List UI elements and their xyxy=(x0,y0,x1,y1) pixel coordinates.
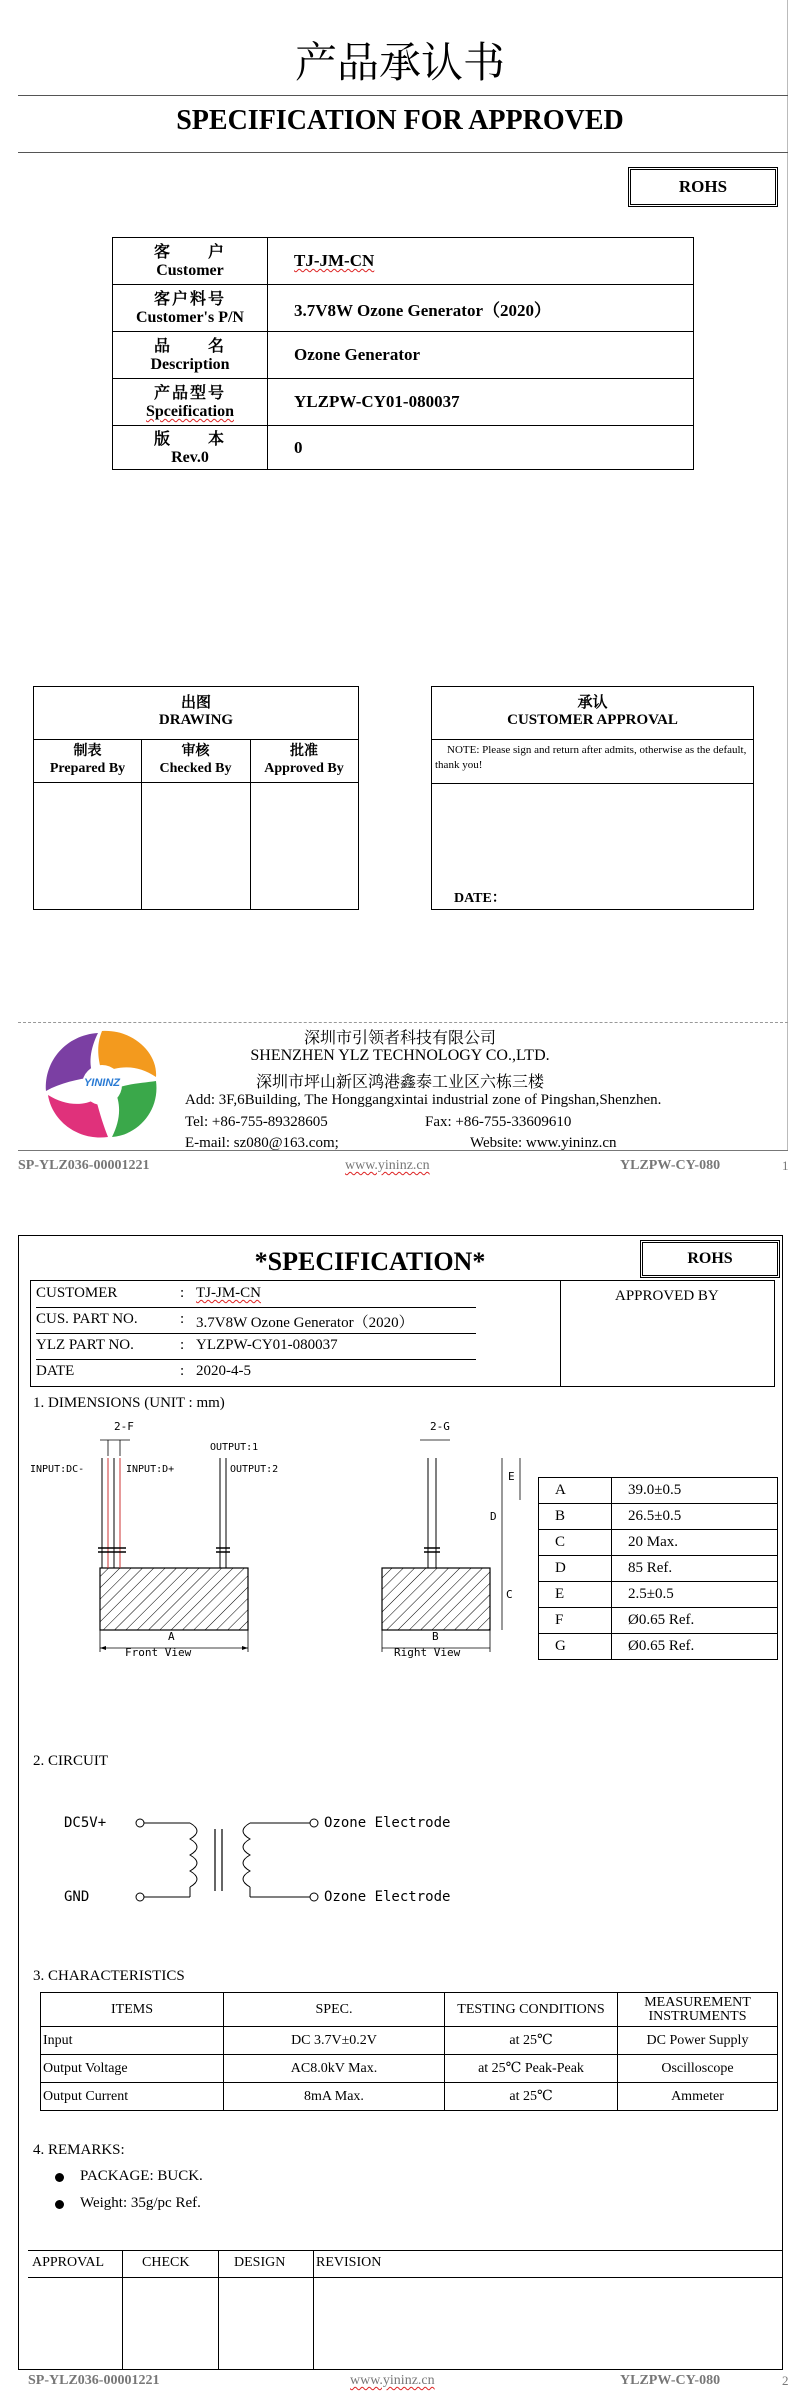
info-label xyxy=(113,426,268,470)
footer-page-number: 1 xyxy=(782,1158,789,1173)
approval-col-line-3 xyxy=(313,2250,314,2370)
approved-by-divider xyxy=(560,1280,561,1387)
info-label xyxy=(113,332,268,379)
info-value-text: YLZPW-CY01-080037 xyxy=(294,392,460,411)
header-row-line xyxy=(36,1333,476,1334)
dimension-row xyxy=(539,1556,778,1582)
header-row xyxy=(36,1335,476,1359)
approval-title xyxy=(432,687,753,729)
dimension-key: A xyxy=(539,1478,612,1504)
cell-item: Input xyxy=(41,2027,224,2055)
approval-col-line-2 xyxy=(218,2250,219,2370)
info-label-cn: 版 本 xyxy=(153,428,226,448)
approval-row-line xyxy=(28,2277,783,2278)
company-name-en: SHENZHEN YLZ TECHNOLOGY CO.,LTD. xyxy=(250,1047,550,1064)
rohs-badge xyxy=(628,167,778,207)
circuit-heading: 2. CIRCUIT xyxy=(33,1753,108,1769)
remark-item: Weight: 35g/pc Ref. xyxy=(80,2195,201,2211)
label-output2: OUTPUT:2 xyxy=(230,1464,279,1475)
circuit-dc-label: DC5V+ xyxy=(64,1815,107,1831)
footer-line xyxy=(18,1150,788,1151)
drawing-col-prepared xyxy=(34,743,141,777)
remark-item: PACKAGE: BUCK. xyxy=(80,2168,203,2184)
product-info-body xyxy=(113,238,694,470)
col-spec: SPEC. xyxy=(224,1993,445,2027)
info-value-text: Ozone Generator xyxy=(294,345,421,364)
dimension-row xyxy=(539,1582,778,1608)
circuit-electrode-2: Ozone Electrode xyxy=(324,1889,451,1905)
drawing-divider-2 xyxy=(34,782,358,783)
approval-note: NOTE: Please sign and return after admits, otherwise as the default, thank you! xyxy=(435,744,747,771)
cell-spec: 8mA Max. xyxy=(224,2083,445,2111)
header-row-colon: : xyxy=(180,1285,185,1301)
approval-col-line-1 xyxy=(122,2250,123,2370)
info-row xyxy=(113,332,694,379)
right-view-svg xyxy=(370,1420,530,1660)
page-title-cn: 产品承认书 xyxy=(294,38,505,87)
info-row xyxy=(113,426,694,470)
page-1 xyxy=(0,0,800,1185)
dimension-row xyxy=(539,1478,778,1504)
header-row-label: DATE xyxy=(36,1363,75,1379)
drawing-col-checked xyxy=(141,743,250,777)
info-value xyxy=(268,426,694,470)
header-row-colon: : xyxy=(180,1311,185,1327)
info-label-en: Description xyxy=(150,356,230,373)
drawing-title-en: DRAWING xyxy=(158,712,234,728)
approval-col-design: DESIGN xyxy=(234,2255,286,2270)
info-row xyxy=(113,238,694,285)
label-a: A xyxy=(168,1630,175,1643)
info-label-cn: 客 户 xyxy=(153,242,226,261)
drawing-divider xyxy=(34,739,358,740)
info-value xyxy=(268,379,694,426)
dimension-key: B xyxy=(539,1504,612,1530)
company-address-cn: 深圳市坪山新区鸿港鑫泰工业区六栋三楼 xyxy=(255,1072,544,1091)
approval-divider xyxy=(432,739,753,740)
cell-instrument: Oscilloscope xyxy=(618,2055,778,2083)
page2-rohs-badge xyxy=(640,1240,780,1278)
info-label-en: Rev.0 xyxy=(171,448,209,466)
info-label-en: Customer xyxy=(156,262,224,279)
drawing-box xyxy=(33,686,359,910)
dimension-key: D xyxy=(539,1556,612,1582)
approval-col-revision: REVISION xyxy=(316,2255,382,2270)
page2-footer-model: YLZPW-CY-080 xyxy=(620,2373,721,2388)
info-value xyxy=(268,332,694,379)
info-row xyxy=(113,379,694,426)
header-row-value: 3.7V8W Ozone Generator（2020） xyxy=(196,1315,414,1331)
circuit-diagram xyxy=(60,1795,510,1915)
footer-website[interactable]: www.yininz.cn xyxy=(345,1158,430,1173)
company-fax: Fax: +86-755-33609610 xyxy=(425,1114,572,1130)
dimension-row xyxy=(539,1634,778,1660)
dimension-value: 85 Ref. xyxy=(612,1556,778,1582)
front-view-svg xyxy=(30,1420,270,1660)
info-value xyxy=(268,238,694,285)
dimension-row xyxy=(539,1530,778,1556)
page2-footer-page-number: 2 xyxy=(782,2373,789,2388)
approved-en: Approved By xyxy=(264,761,344,776)
cell-instrument: DC Power Supply xyxy=(618,2027,778,2055)
dimensions-heading: 1. DIMENSIONS (UNIT : mm) xyxy=(33,1395,225,1411)
label-c: C xyxy=(506,1588,513,1601)
info-label-cn: 客户料号 xyxy=(153,289,226,308)
footer-model: YLZPW-CY-080 xyxy=(620,1158,721,1173)
page2-rohs-label: ROHS xyxy=(687,1250,733,1267)
dimension-table-body xyxy=(539,1478,778,1660)
cell-condition: at 25℃ xyxy=(445,2027,618,2055)
page-2 xyxy=(0,1215,800,2400)
dimension-row xyxy=(539,1504,778,1530)
dimension-key: G xyxy=(539,1634,612,1660)
label-2g: 2-G xyxy=(430,1420,450,1433)
approval-date-label: DATE： xyxy=(454,891,506,906)
info-value-text: 0 xyxy=(294,437,303,457)
info-label-en: Spceification xyxy=(146,403,234,420)
header-row-label: CUS. PART NO. xyxy=(36,1311,138,1327)
rohs-label: ROHS xyxy=(678,177,728,196)
company-logo xyxy=(38,1025,166,1143)
label-right-view: Right View xyxy=(394,1646,461,1659)
info-label-cn: 品 名 xyxy=(153,336,226,355)
company-name-cn: 深圳市引领者科技有限公司 xyxy=(303,1028,496,1047)
company-email: E-mail: sz080@163.com; xyxy=(185,1135,339,1151)
dimension-value: Ø0.65 Ref. xyxy=(612,1634,778,1660)
info-value-text: TJ-JM-CN xyxy=(294,251,375,270)
footer-doc-no: SP-YLZ036-00001221 xyxy=(18,1158,150,1173)
header-row-label: YLZ PART NO. xyxy=(36,1337,134,1353)
dimension-key: E xyxy=(539,1582,612,1608)
characteristics-row xyxy=(41,2027,778,2055)
info-value-text: 3.7V8W Ozone Generator（2020） xyxy=(294,300,552,320)
company-address-en xyxy=(185,1092,745,1109)
header-row-line xyxy=(36,1307,476,1308)
dimension-value: Ø0.65 Ref. xyxy=(612,1608,778,1634)
dimension-key: F xyxy=(539,1608,612,1634)
header-row-label: CUSTOMER xyxy=(36,1285,118,1301)
dimension-value: 26.5±0.5 xyxy=(612,1504,778,1530)
cell-condition: at 25℃ Peak-Peak xyxy=(445,2055,618,2083)
logo-text: YININZ xyxy=(83,1077,121,1089)
right-view-drawing xyxy=(370,1420,530,1660)
checked-cn: 审核 xyxy=(181,743,210,759)
cell-spec: AC8.0kV Max. xyxy=(224,2055,445,2083)
info-label xyxy=(113,379,268,426)
remark-bullet-icon xyxy=(55,2173,64,2182)
label-e: E xyxy=(508,1470,515,1483)
info-label xyxy=(113,285,268,332)
header-row-colon: : xyxy=(180,1337,185,1353)
company-address-en-text: Add: 3F,6Building, The Honggangxintai industrial zone of Pingshan,Shenzhen. xyxy=(185,1092,662,1108)
page-gap xyxy=(0,1185,800,1217)
title-divider-bottom xyxy=(18,152,788,153)
page2-footer-website[interactable]: www.yininz.cn xyxy=(350,2373,435,2388)
header-row-value: TJ-JM-CN xyxy=(196,1285,262,1301)
remark-bullet-icon xyxy=(55,2200,64,2209)
remarks-heading: 4. REMARKS: xyxy=(33,2142,125,2158)
page-title-en: SPECIFICATION FOR APPROVED xyxy=(176,105,624,136)
product-info-table xyxy=(112,237,694,470)
drawing-title-cn: 出图 xyxy=(180,693,211,711)
cell-item: Output Current xyxy=(41,2083,224,2111)
page-frame-right xyxy=(787,0,788,1150)
prepared-cn: 制表 xyxy=(73,743,102,759)
label-input-pos: INPUT:D+ xyxy=(126,1464,175,1475)
header-row xyxy=(36,1361,476,1385)
cell-instrument: Ammeter xyxy=(618,2083,778,2111)
approval-title-en: CUSTOMER APPROVAL xyxy=(507,712,678,728)
header-row-colon: : xyxy=(180,1363,185,1379)
info-row xyxy=(113,285,694,332)
circuit-gnd-label: GND xyxy=(64,1889,90,1905)
info-label xyxy=(113,238,268,285)
dimension-value: 2.5±0.5 xyxy=(612,1582,778,1608)
characteristics-row xyxy=(41,2083,778,2111)
col-testing-conditions: TESTING CONDITIONS xyxy=(445,1993,618,2027)
info-value xyxy=(268,285,694,332)
company-website: Website: www.yininz.cn xyxy=(470,1135,617,1151)
dimension-table xyxy=(538,1477,778,1660)
label-output1: OUTPUT:1 xyxy=(210,1442,259,1453)
label-b: B xyxy=(432,1630,439,1643)
drawing-title xyxy=(34,687,358,729)
characteristics-heading: 3. CHARACTERISTICS xyxy=(33,1968,185,1984)
info-label-en: Customer's P/N xyxy=(136,309,244,326)
characteristics-row xyxy=(41,2055,778,2083)
page2-footer-doc-no: SP-YLZ036-00001221 xyxy=(28,2373,160,2388)
cell-condition: at 25℃ xyxy=(445,2083,618,2111)
approval-col-approval: APPROVAL xyxy=(32,2255,105,2270)
approval-title-cn: 承认 xyxy=(577,693,608,711)
header-row-line xyxy=(36,1359,476,1360)
circuit-electrode-1: Ozone Electrode xyxy=(324,1815,451,1831)
col-measurement-instruments: MEASUREMENT INSTRUMENTS xyxy=(618,1993,778,2027)
header-row-value: YLZPW-CY01-080037 xyxy=(196,1337,338,1353)
drawing-col-approved xyxy=(250,743,358,777)
company-tel: Tel: +86-755-89328605 xyxy=(185,1114,328,1130)
characteristics-body xyxy=(41,2027,778,2111)
customer-approval-box xyxy=(431,686,754,910)
front-view-drawing xyxy=(30,1420,279,1660)
dimension-row xyxy=(539,1608,778,1634)
approved-cn: 批准 xyxy=(290,743,318,759)
cell-spec: DC 3.7V±0.2V xyxy=(224,2027,445,2055)
header-row xyxy=(36,1283,476,1307)
approval-col-check: CHECK xyxy=(142,2255,190,2270)
company-separator xyxy=(18,1022,788,1023)
col-items: ITEMS xyxy=(41,1993,224,2027)
info-label-cn: 产品型号 xyxy=(153,383,226,402)
label-input-neg: INPUT:DC- xyxy=(30,1464,85,1475)
label-front-view: Front View xyxy=(125,1646,192,1659)
characteristics-table xyxy=(40,1992,778,2111)
dimension-value: 20 Max. xyxy=(612,1530,778,1556)
spec-title: *SPECIFICATION* xyxy=(254,1247,486,1276)
header-row xyxy=(36,1309,476,1333)
dimension-value: 39.0±0.5 xyxy=(612,1478,778,1504)
approved-by-label: APPROVED BY xyxy=(615,1288,719,1304)
prepared-en: Prepared By xyxy=(49,761,126,776)
dimension-key: C xyxy=(539,1530,612,1556)
cell-item: Output Voltage xyxy=(41,2055,224,2083)
header-row-value: 2020-4-5 xyxy=(196,1363,251,1379)
label-d: D xyxy=(490,1510,497,1523)
title-divider xyxy=(18,95,788,96)
label-2f: 2-F xyxy=(114,1420,134,1433)
checked-en: Checked By xyxy=(159,761,232,776)
approval-divider-2 xyxy=(432,783,753,784)
characteristics-header-row xyxy=(41,1993,778,2027)
